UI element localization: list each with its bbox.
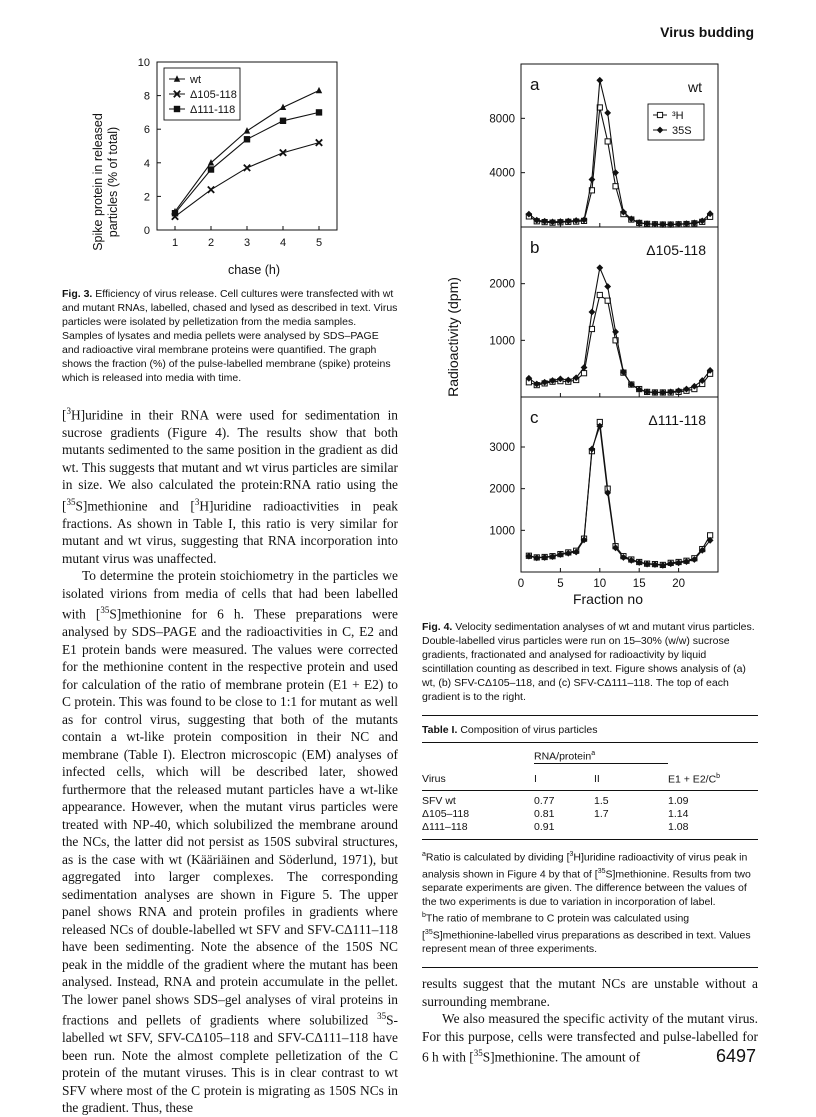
table-1 <box>422 715 758 968</box>
fig3-y-tick-label: 4 <box>143 157 150 170</box>
fig4-data-point <box>581 371 586 376</box>
fig3-data-point <box>208 159 214 165</box>
fig4-panel-label: Δ105-118 <box>646 242 706 258</box>
table-row: Δ105–118 0.81 1.7 1.14 <box>422 808 689 820</box>
fig4-legend-marker <box>657 112 662 117</box>
fig3-y-tick-label: 2 <box>143 191 150 204</box>
fig3-y-tick-label: 6 <box>143 124 150 137</box>
fig4-series-line <box>529 422 710 565</box>
fig3-x-tick-label: 4 <box>279 237 287 249</box>
fig4-x-tick-label: 20 <box>672 578 685 590</box>
fig3-caption-text: Efficiency of virus release. Cell cultures were transfected with wt and mutant RNAs, labelled, chased and lysed as described in text. Virus particles were isolated by pelletization from the media samples. Samples of lysates and media pellets were analysed by SDS–PAGE and radioactive viral membrane proteins were quantified. The graph shows the fraction (%) of the pulse-labelled membrane (spike) proteins which is released into media with time. <box>62 288 398 384</box>
fig4-x-tick-label: 10 <box>593 578 607 590</box>
fig3-data-point <box>280 150 286 156</box>
fig3-legend-marker <box>174 106 180 112</box>
fig3-data-point <box>244 165 250 171</box>
fig4-y-tick-label: 8000 <box>489 113 515 126</box>
fig4-series-line <box>529 426 710 565</box>
fig4-panel-label: Δ111-118 <box>648 412 706 428</box>
table-1-group-header: RNA/protein$^a$ <box>534 743 668 763</box>
right-paragraph-1: results suggest that the mutant NCs are unstable without a surrounding membrane. <box>422 976 758 1009</box>
fig3-caption <box>62 287 398 385</box>
table-row: SFV wt 0.77 1.5 1.09 <box>422 795 689 807</box>
fig3-x-tick-label: 5 <box>315 237 323 249</box>
fig3-x-tick-label: 3 <box>243 237 251 249</box>
fig3-x-tick-label: 1 <box>171 237 179 249</box>
fig4-data-point <box>605 139 610 144</box>
fig3-y-tick-label: 8 <box>143 90 150 103</box>
fig4-x-tick-label: 0 <box>517 578 525 590</box>
fig4-xlabel: Fraction no <box>572 591 644 607</box>
fig3-legend-label: Δ111-118 <box>190 104 236 116</box>
fig4-data-point <box>604 283 611 290</box>
left-paragraph-2: To determine the protein stoichiometry in the particles we isolated virions from media of cells that had been labelled with [$^{35}$S]methionine for 6 h. These preparations were analysed by SDS–PAGE and the radioactivities in C, E2 and E1 protein bands were measured. The values were corrected for the methionine content in the respective protein and used for calculation of the ratio of membrane protein (E1 + E2) to C protein. This was found to be close to 1:1 for mutant as well as for control virus, suggesting that both of the mutants contain a wt-like protein composition in their NC and membrane (Table I). Electron microscopic (EM) analyses of infected cells, which will be described later, showed furthermore that the released mutant particles have a wt-like appearance. However, when the mutant virus particles were treated with NP-40, which solubilized the membrane around the NCs, the latter did not persist as 150S subviral structures, as is the case with wt (Kääriäinen and Söderlund, 1971), but aggregated into larger complexes. The corresponding sedimentation analyses are shown in Figure 5. The upper panel shows RNA and protein profiles in gradients where released NCs of double-labelled wt SFV and SFV-CΔ111–118 have been sedimenting. Note the absence of the 150S NC peak in the middle of the gradient where the mutant has been analysed. Instead, RNA and protein accumulate in the pellet. The lower panel shows SDS–gel analyses of viral proteins in fractions and pellets of gradients where solubilized $^{35}$S-labelled wt SFV, SFV-CΔ105–118 and SFV-CΔ111–118 have been run. Note the almost complete pelletization of the C protein of the mutant viruses. This is in clear contrast to wt SFV where most of the C protein is migrating as 150S NCs in the gradient. Thus, these <box>62 568 398 1116</box>
fig4-panel-letter: c <box>530 408 539 427</box>
fig3-series-line <box>175 143 319 217</box>
fig3-data-point <box>172 210 178 216</box>
table-1-grid <box>422 743 758 840</box>
fig4-y-tick-label: 2000 <box>489 278 515 291</box>
fig4-y-tick-label: 3000 <box>489 442 515 454</box>
left-paragraph-1: [$^3$H]uridine in their RNA were used for sedimentation in sucrose gradients (Figure 4). The results show that both mutants sedimented to the same position in the gradient as did wt. This suggests that mutant and wt virus particles are similar in size. We also calculated the protein:RNA ratio using the [$^{35}$S]methionine and [$^3$H]uridine radioactivities in peak fractions. As shown in Table I, this ratio is very similar for mutant and wt virus, suggesting that RNA incorporation into mutant virus was unaffected. <box>62 406 398 566</box>
table-1-footnote-b: $^b$The ratio of membrane to C protein was calculated using [$^{35}$S]methionine-labelled virus preparations as described in text. Values represent mean of three experiments. <box>422 912 751 955</box>
fig4-panel-letter: a <box>530 75 540 94</box>
fig4-caption-label: Fig. 4. <box>422 621 453 633</box>
fig4-y-tick-label: 1000 <box>489 335 515 348</box>
fig4-data-point <box>596 264 603 271</box>
fig3-caption-label: Fig. 3. <box>62 288 93 300</box>
fig4-series-line <box>529 295 710 392</box>
fig3-legend-label: Δ105-118 <box>190 89 237 101</box>
fig4-data-point <box>589 309 596 316</box>
fig4-ylabel: Radioactivity (dpm) <box>445 277 461 397</box>
fig3-y-tick-label: 0 <box>143 225 150 237</box>
fig4-legend-label: 35S <box>672 125 692 137</box>
fig4-x-tick-label: 15 <box>632 578 646 590</box>
fig3-chart <box>62 52 382 282</box>
fig4-panel-label: wt <box>688 79 702 95</box>
fig4-y-tick-label: 4000 <box>489 167 515 180</box>
table-1-col-virus: Virus <box>422 773 446 785</box>
fig3-xlabel: chase (h) <box>227 263 281 277</box>
table-1-title: Table I. Composition of virus particles <box>422 724 598 736</box>
table-row: Δ111–118 0.91 1.08 <box>422 821 689 833</box>
fig3-legend-label: wt <box>190 74 201 86</box>
fig4-series-line <box>529 80 710 224</box>
fig3-y-tick-label: 10 <box>137 57 150 69</box>
fig3-ylabel-line2: particles (% of total) <box>106 126 120 238</box>
fig3-data-point <box>208 166 214 172</box>
fig3-data-point <box>244 127 250 133</box>
fig3-data-point <box>280 118 286 124</box>
fig3-data-point <box>208 186 214 192</box>
table-1-footnote-a: $^a$Ratio is calculated by dividing [$^3$H]uridine radioactivity of virus peak in analysis shown in Figure 4 by that of [$^{35}$S]methionine. Results from two separate experiments are given. The difference between the values of the two experiments is due to variation in incorporation of label. <box>422 851 751 908</box>
fig3-ylabel-line1: Spike protein in released <box>91 113 105 251</box>
fig4-data-point <box>604 110 611 117</box>
fig4-data-point <box>589 176 596 183</box>
table-1-col-ii: II <box>594 773 600 785</box>
right-column-text <box>422 975 758 1066</box>
fig4-panel-letter: b <box>530 238 540 257</box>
table-1-col-ratio: $E1 + E2/C^b$ <box>668 772 721 785</box>
fig4-y-tick-label: 2000 <box>489 483 515 496</box>
fig4-caption <box>422 620 758 704</box>
table-1-col-i: I <box>534 773 537 785</box>
fig4-data-point <box>597 292 602 297</box>
fig4-chart <box>428 52 758 612</box>
fig3-x-tick-label: 2 <box>207 237 215 249</box>
fig4-caption-text: Velocity sedimentation analyses of wt and mutant virus particles. Double-labelled virus particles were run on 15–30% (w/w) sucrose gradients, fractionated and analysed for radioactivity by liquid scintillation counting as described in text. Figure shows analysis of (a) wt, (b) SFV-CΔ105–118, and (c) SFV-CΔ111–118. The top of each gradient is to the right. <box>422 621 755 703</box>
fig3-data-point <box>316 109 322 115</box>
fig4-y-tick-label: 1000 <box>489 525 515 538</box>
fig4-series-line <box>529 268 710 393</box>
right-paragraph-2: We also measured the specific activity of the mutant virus. For this purpose, cells were transfected and pulse-labelled for 6 h with [$^{35}$S]methionine. The amount of <box>422 1011 758 1065</box>
fig4-data-point <box>596 77 603 84</box>
fig3-data-point <box>244 136 250 142</box>
left-column-text <box>62 403 398 1117</box>
running-head: Virus budding <box>660 24 754 40</box>
page-number: 6497 <box>715 1046 756 1066</box>
fig3-data-point <box>316 87 322 93</box>
fig4-legend-label: ³H <box>672 110 684 122</box>
fig4-x-tick-label: 5 <box>557 578 564 590</box>
fig3-data-point <box>316 139 322 145</box>
